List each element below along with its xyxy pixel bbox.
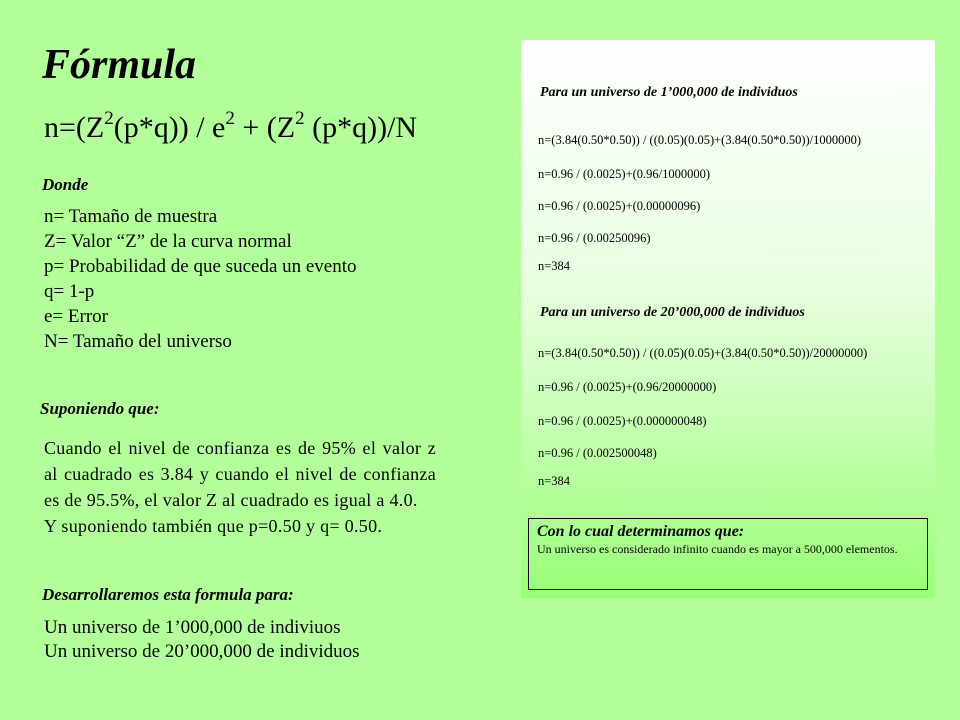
calc-line: n=0.96 / (0.0025)+(0.96/20000000) [538, 380, 717, 394]
conclusion-heading: Con lo cual determinamos que: [537, 523, 745, 540]
formula-part: n=(Z [44, 111, 105, 144]
universe-item: Un universo de 20’000,000 de individuos [44, 641, 360, 662]
universe-list [44, 616, 360, 664]
assumption-paragraph: Y suponiendo también que p=0.50 y q= 0.50. [44, 516, 383, 536]
definition-item: e= Error [44, 306, 108, 327]
assumption-paragraph: Cuando el nivel de confianza es de 95% el valor z al cuadrado es 3.84 y cuando el nivel de confianza es de 95.5%, el valor Z al cuadrado es igual a 4.0. [44, 438, 436, 510]
calc-line: n=0.96 / (0.002500048) [538, 446, 657, 460]
definition-item: n= Tamaño de muestra [44, 206, 218, 227]
calc-result: n=384 [538, 259, 571, 273]
donde-heading: Donde [42, 175, 89, 194]
formula-part: + (Z [234, 111, 296, 144]
calc-line: n=0.96 / (0.0025)+(0.96/1000000) [538, 167, 711, 181]
calc-line: n=0.96 / (0.0025)+(0.00000096) [538, 199, 701, 213]
section1-heading: Para un universo de 1’000,000 de individuos [540, 85, 798, 100]
assumptions-text [44, 435, 436, 539]
formula-part: (p*q)) / e [113, 111, 226, 144]
definition-item: Z= Valor “Z” de la curva normal [44, 231, 292, 252]
calc-line: n=(3.84(0.50*0.50)) / ((0.05)(0.05)+(3.84(0.50*0.50))/1000000) [538, 133, 862, 147]
calc-result: n=384 [538, 474, 571, 488]
page-title: Fórmula [42, 42, 197, 88]
calc-line: n=(3.84(0.50*0.50)) / ((0.05)(0.05)+(3.84(0.50*0.50))/20000000) [538, 346, 868, 360]
formula-exponent: 2 [225, 108, 235, 129]
formula-exponent: 2 [295, 108, 305, 129]
conclusion-text: Un universo es considerado infinito cuando es mayor a 500,000 elementos. [537, 542, 898, 556]
definition-item: q= 1-p [44, 281, 95, 302]
sample-size-formula [44, 108, 417, 148]
formula-part: (p*q))/N [304, 111, 418, 144]
variable-definitions [44, 204, 357, 354]
calc-line: n=0.96 / (0.0025)+(0.000000048) [538, 414, 707, 428]
definition-item: N= Tamaño del universo [44, 331, 232, 352]
conclusion-box [528, 518, 928, 590]
calc-line: n=0.96 / (0.00250096) [538, 231, 651, 245]
section2-heading: Para un universo de 20’000,000 de individuos [540, 305, 805, 320]
suponiendo-heading: Suponiendo que: [40, 399, 160, 418]
definition-item: p= Probabilidad de que suceda un evento [44, 256, 357, 277]
desarrollaremos-heading: Desarrollaremos esta formula para: [42, 585, 294, 604]
universe-item: Un universo de 1’000,000 de indiviuos [44, 617, 341, 638]
formula-exponent: 2 [104, 108, 114, 129]
